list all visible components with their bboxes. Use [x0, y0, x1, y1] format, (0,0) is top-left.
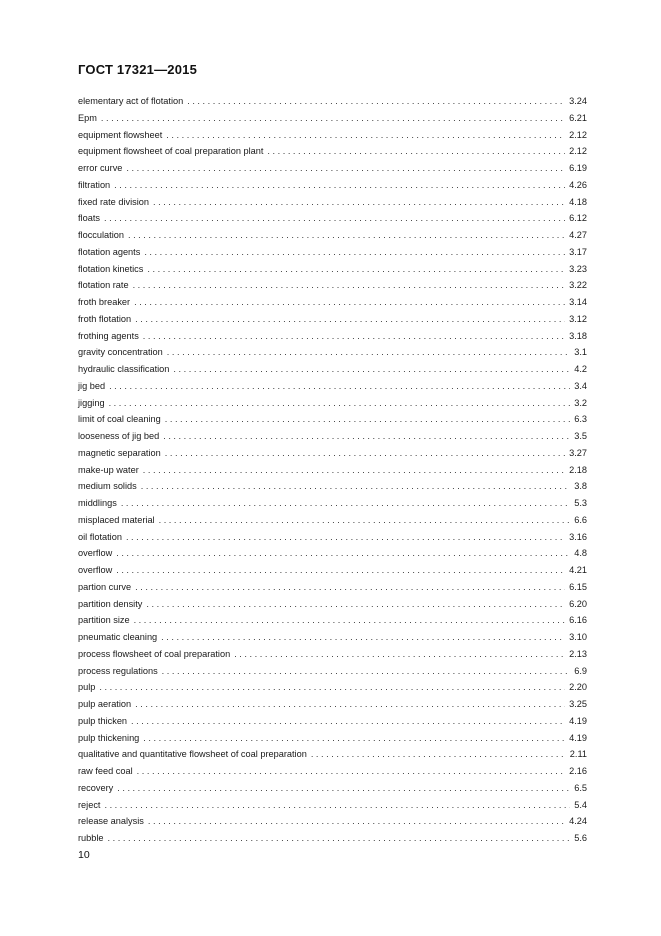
index-reference-number: 6.15 [569, 581, 587, 592]
index-entry [78, 179, 587, 196]
index-term: froth breaker [78, 297, 131, 307]
index-entry [78, 212, 587, 229]
index-reference-number: 6.3 [574, 414, 587, 425]
index-entry [78, 782, 587, 799]
index-reference-number: 3.1 [574, 347, 587, 358]
index-entry [78, 648, 587, 665]
index-reference-number: 3.24 [569, 96, 587, 106]
dot-leader [165, 413, 570, 425]
dot-leader [166, 129, 565, 141]
dot-leader [121, 497, 570, 509]
index-reference-number: 3.2 [574, 397, 587, 408]
dot-leader [109, 397, 571, 409]
index-entry [78, 363, 587, 380]
index-term: error curve [78, 163, 123, 173]
index-reference-number: 6.6 [574, 514, 587, 525]
index-entry [78, 732, 587, 749]
dot-leader [148, 815, 565, 827]
index-reference-number: 3.10 [569, 632, 587, 642]
index-entry [78, 145, 587, 162]
index-term: elementary act of flotation [78, 96, 184, 106]
index-entry [78, 95, 587, 112]
index-term: pneumatic cleaning [78, 632, 158, 642]
dot-leader [114, 179, 565, 191]
index-reference-number: 4.2 [574, 364, 587, 374]
index-reference-number: 3.4 [574, 380, 587, 391]
index-term: oil flotation [78, 531, 122, 542]
dot-leader [165, 447, 565, 459]
index-term: pulp aeration [78, 699, 132, 709]
dot-leader [126, 531, 565, 543]
index-term: partition size [78, 615, 130, 626]
index-entry [78, 715, 587, 732]
dot-leader [135, 698, 565, 710]
index-entry [78, 330, 587, 347]
index-entry [78, 430, 587, 447]
index-reference-number: 4.18 [569, 196, 587, 207]
index-reference-number: 4.24 [569, 816, 587, 827]
dot-leader [101, 112, 565, 124]
index-term: make-up water [78, 464, 139, 475]
index-entry [78, 464, 587, 481]
dot-leader [135, 581, 565, 593]
index-entry [78, 748, 587, 765]
index-entry [78, 447, 587, 464]
dot-leader [153, 196, 565, 208]
dot-leader [134, 614, 566, 626]
index-reference-number: 4.19 [569, 715, 587, 726]
index-term: limit of coal cleaning [78, 414, 161, 425]
dot-leader [135, 313, 565, 325]
index-term: hydraulic classification [78, 364, 170, 374]
index-term: pulp [78, 682, 96, 693]
index-reference-number: 6.20 [569, 598, 587, 609]
index-term: equipment flowsheet [78, 129, 163, 140]
dot-leader [234, 648, 565, 660]
index-reference-number: 6.5 [574, 782, 587, 793]
index-entry [78, 815, 587, 832]
index-entry [78, 229, 587, 246]
dot-leader [141, 480, 571, 492]
index-reference-number: 2.13 [569, 648, 587, 659]
index-term: floats [78, 213, 100, 224]
index-term: process flowsheet of coal preparation [78, 648, 231, 659]
index-entry [78, 681, 587, 698]
index-term: medium solids [78, 481, 137, 492]
dot-leader [126, 162, 565, 174]
dot-leader [134, 296, 565, 308]
alphabetical-index [78, 95, 587, 849]
dot-leader [128, 229, 565, 241]
index-reference-number: 4.19 [569, 732, 587, 743]
index-term: process regulations [78, 665, 158, 676]
index-reference-number: 2.20 [569, 682, 587, 693]
dot-leader [104, 212, 565, 224]
dot-leader [187, 95, 565, 107]
index-entry [78, 631, 587, 648]
index-entry [78, 296, 587, 313]
index-entry [78, 832, 587, 849]
index-term: partion curve [78, 581, 132, 592]
index-entry [78, 129, 587, 146]
dot-leader [143, 732, 565, 744]
index-term: froth flotation [78, 313, 132, 324]
index-reference-number: 3.12 [569, 313, 587, 324]
dot-leader [267, 145, 565, 157]
index-entry [78, 346, 587, 363]
index-term: filtration [78, 179, 111, 190]
dot-leader [108, 832, 571, 844]
index-term: flotation kinetics [78, 263, 144, 274]
index-entry [78, 547, 587, 564]
index-reference-number: 3.5 [574, 431, 587, 441]
index-reference-number: 6.21 [569, 112, 587, 123]
index-term: jig bed [78, 380, 106, 391]
index-term: equipment flowsheet of coal preparation plant [78, 146, 264, 157]
index-entry [78, 380, 587, 397]
dot-leader [161, 631, 565, 643]
index-term: Epm [78, 112, 97, 123]
index-reference-number: 6.9 [574, 665, 587, 676]
page-number: 10 [78, 849, 90, 861]
dot-leader [162, 665, 571, 677]
index-term: raw feed coal [78, 766, 133, 776]
dot-leader [116, 547, 570, 559]
index-term: magnetic separation [78, 447, 161, 458]
index-entry [78, 698, 587, 715]
index-entry [78, 799, 587, 816]
index-term: jigging [78, 397, 105, 408]
index-term: flotation agents [78, 246, 141, 257]
dot-leader [137, 765, 565, 777]
index-entry [78, 497, 587, 514]
dot-leader [116, 564, 565, 576]
index-entry [78, 665, 587, 682]
index-reference-number: 2.11 [569, 749, 587, 760]
index-reference-number: 6.16 [569, 615, 587, 626]
index-entry [78, 765, 587, 782]
index-term: pulp thickening [78, 732, 140, 743]
index-entry [78, 397, 587, 414]
dot-leader [117, 782, 570, 794]
index-reference-number: 3.16 [569, 531, 587, 542]
index-reference-number: 4.21 [569, 565, 587, 575]
index-reference-number: 6.12 [569, 213, 587, 224]
dot-leader [99, 681, 565, 693]
index-reference-number: 5.6 [574, 833, 587, 843]
index-term: reject [78, 799, 101, 810]
index-reference-number: 4.8 [574, 548, 587, 559]
index-entry [78, 564, 587, 581]
index-term: qualitative and quantitative flowsheet of coal preparation [78, 749, 307, 760]
index-term: partition density [78, 598, 143, 609]
dot-leader [173, 363, 570, 375]
index-term: gravity concentration [78, 347, 163, 358]
index-reference-number: 3.25 [569, 699, 587, 709]
dot-leader [311, 748, 566, 760]
index-reference-number: 4.26 [569, 179, 587, 190]
dot-leader [143, 464, 565, 476]
index-entry [78, 614, 587, 631]
index-term: overflow [78, 565, 113, 575]
index-reference-number: 3.23 [569, 263, 587, 274]
index-entry [78, 246, 587, 263]
index-reference-number: 4.27 [569, 230, 587, 240]
index-term: pulp thicken [78, 715, 128, 726]
dot-leader [133, 279, 566, 291]
index-term: rubble [78, 833, 104, 843]
dot-leader [147, 263, 565, 275]
index-entry [78, 112, 587, 129]
index-entry [78, 196, 587, 213]
index-term: flocculation [78, 230, 124, 240]
index-reference-number: 5.4 [574, 799, 587, 810]
index-entry [78, 581, 587, 598]
index-entry [78, 263, 587, 280]
dot-leader [159, 514, 571, 526]
index-entry [78, 598, 587, 615]
index-term: looseness of jig bed [78, 431, 160, 441]
index-term: fixed rate division [78, 196, 149, 207]
index-term: frothing agents [78, 330, 139, 341]
index-term: middlings [78, 498, 117, 508]
index-reference-number: 2.16 [569, 766, 587, 776]
dot-leader [146, 598, 565, 610]
index-reference-number: 3.8 [574, 481, 587, 492]
dot-leader [109, 380, 570, 392]
index-entry [78, 413, 587, 430]
index-reference-number: 3.18 [569, 330, 587, 341]
index-reference-number: 2.18 [569, 464, 587, 475]
index-reference-number: 3.22 [569, 280, 587, 291]
index-reference-number: 3.14 [569, 297, 587, 307]
index-entry [78, 480, 587, 497]
dot-leader [163, 430, 570, 442]
index-reference-number: 5.3 [574, 498, 587, 508]
index-entry [78, 514, 587, 531]
document-header: ГОСТ 17321—2015 [78, 62, 197, 77]
dot-leader [167, 346, 570, 358]
index-reference-number: 3.27 [569, 447, 587, 458]
index-reference-number: 3.17 [569, 246, 587, 257]
dot-leader [131, 715, 565, 727]
index-entry [78, 531, 587, 548]
dot-leader [144, 246, 565, 258]
index-reference-number: 6.19 [569, 163, 587, 173]
index-term: overflow [78, 548, 113, 559]
index-term: recovery [78, 782, 114, 793]
index-reference-number: 2.12 [569, 129, 587, 140]
index-term: flotation rate [78, 280, 129, 291]
index-term: misplaced material [78, 514, 155, 525]
index-term: release analysis [78, 816, 144, 827]
dot-leader [143, 330, 565, 342]
index-entry [78, 313, 587, 330]
index-reference-number: 2.12 [569, 146, 587, 157]
dot-leader [104, 799, 570, 811]
index-entry [78, 279, 587, 296]
index-entry [78, 162, 587, 179]
